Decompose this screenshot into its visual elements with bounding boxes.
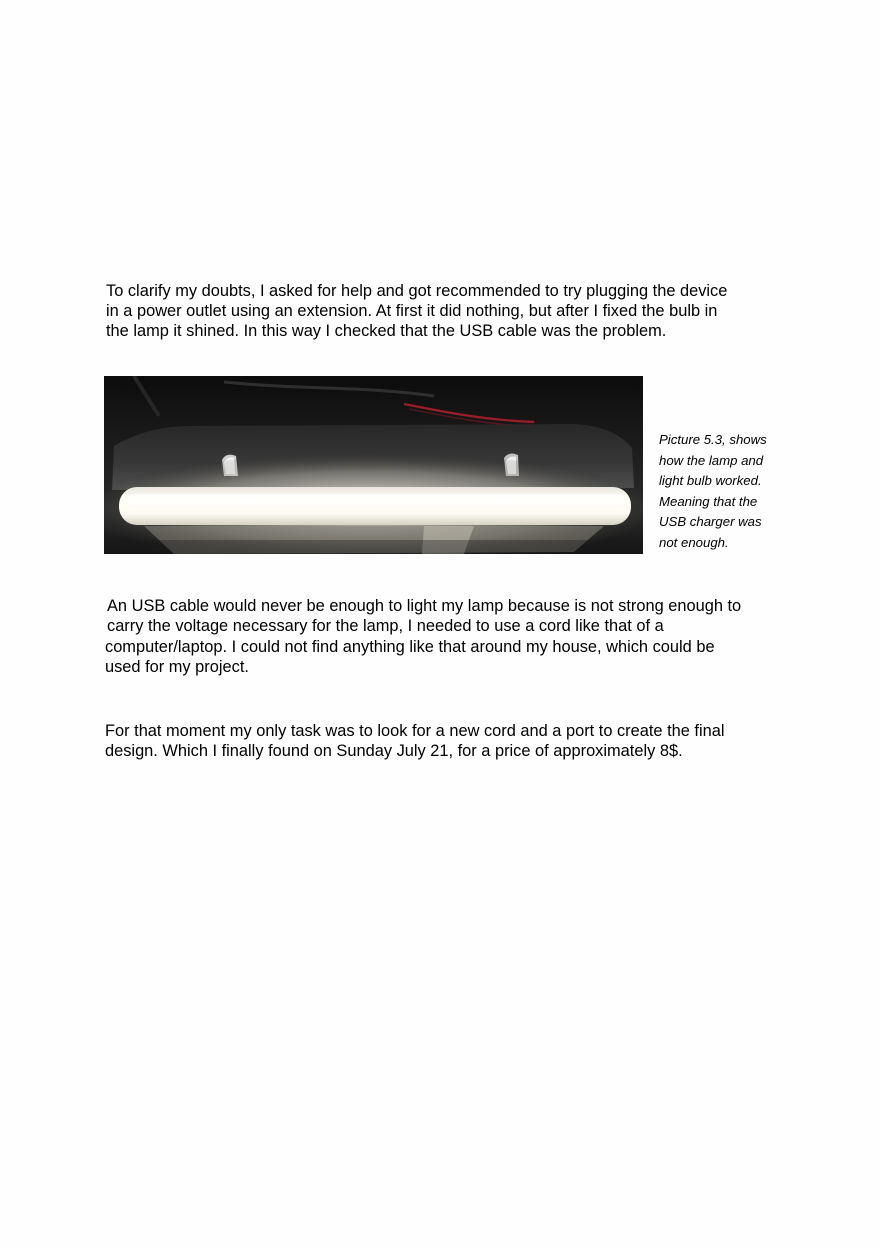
caption-line: how the lamp and	[659, 452, 764, 468]
figure-caption	[659, 430, 789, 554]
text-line: carry the voltage necessary for the lamp, I needed to use a cord like that of a	[107, 617, 664, 635]
text-line: For that moment my only task was to look for a new cord and a port to create the final	[105, 722, 725, 740]
text-line: the lamp it shined. In this way I checked that the USB cable was the problem.	[106, 322, 667, 340]
caption-line: not enough.	[659, 534, 729, 550]
text-line: used for my project.	[105, 658, 249, 676]
text-line: To clarify my doubts, I asked for help and got recommended to try plugging the device	[106, 282, 728, 300]
caption-line: Meaning that the	[659, 493, 758, 509]
lamp-photo	[104, 376, 643, 554]
paragraph-troubleshooting	[106, 281, 727, 341]
paragraph-new-cord	[105, 721, 725, 761]
text-line: computer/laptop. I could not find anything like that around my house, which could be	[105, 638, 715, 656]
text-line: An USB cable would never be enough to light my lamp because is not strong enough to	[107, 597, 742, 615]
text-line: in a power outlet using an extension. At first it did nothing, but after I fixed the bulb in	[106, 302, 718, 320]
caption-line: Picture 5.3, shows	[659, 432, 767, 447]
caption-line: light bulb worked.	[659, 473, 762, 489]
caption-line: USB charger was	[659, 514, 762, 530]
paragraph-usb-explanation	[105, 596, 741, 677]
text-line: design. Which I finally found on Sunday July 21, for a price of approximately 8$.	[105, 742, 683, 760]
lamp-photo-image	[104, 376, 643, 554]
